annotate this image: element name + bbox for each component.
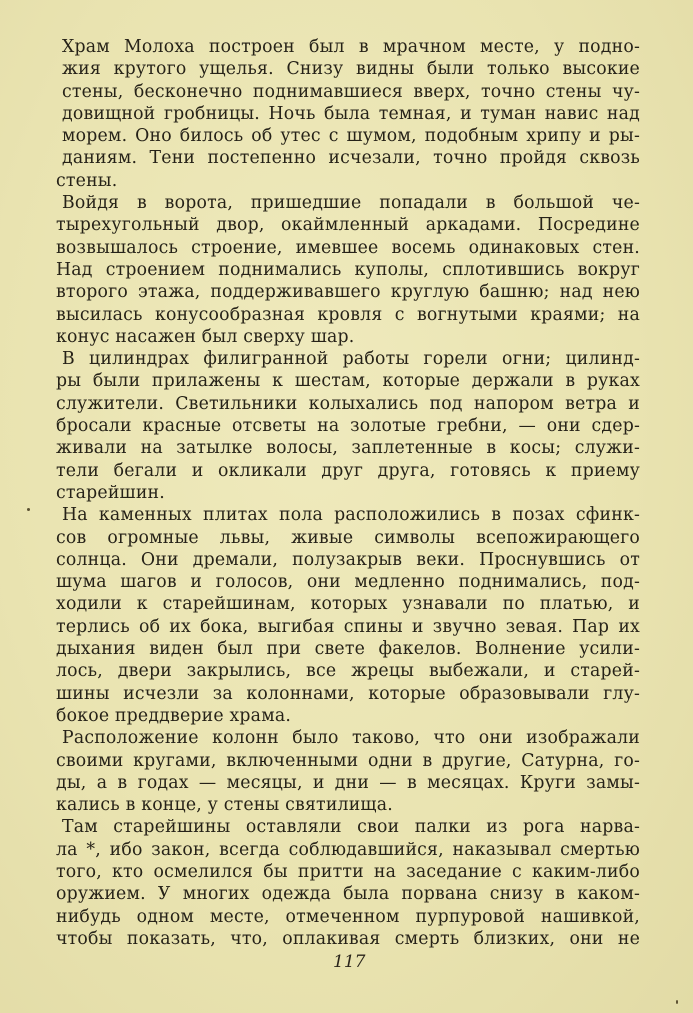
text-line: жия крутого ущелья. Снизу видны были только высокие	[62, 59, 640, 80]
text-line: солнца. Они дремали, полузакрыв веки. Проснувшись от	[56, 549, 640, 570]
text-line: живали на затылке волосы, заплетенные в косы; служи-	[56, 438, 640, 459]
page-number: 117	[333, 952, 366, 972]
text-line: В цилиндрах филигранной работы горели огни; цилинд-	[62, 349, 640, 370]
text-line: терлись об их бока, выгибая спины и звучно зевая. Пар их	[56, 616, 640, 637]
text-line: того, кто осмелился бы притти на заседание с каким-либо	[56, 861, 640, 882]
text-line: возвышалось строение, имевшее восемь одинаковых стен.	[56, 237, 640, 258]
text-line: Храм Молоха построен был в мрачном месте, у подно-	[62, 37, 640, 57]
paragraph	[56, 727, 640, 816]
text-line: тели бегали и окликали друг друга, готовясь к приему	[56, 460, 640, 481]
text-line: дыхания виден был при свете факелов. Волнение усили-	[56, 639, 640, 660]
text-line: довищной гробницы. Ночь была темная, и туман навис над	[62, 103, 640, 124]
text-line: Там старейшины оставляли свои палки из рога нарва-	[62, 817, 640, 838]
text-line: стены, бесконечно поднимавшиеся вверх, точно стены чу-	[62, 81, 640, 102]
text-line: нибудь одном месте, отмеченном пурпуровой нашивкой,	[56, 906, 640, 927]
text-line: старейшин.	[56, 482, 165, 503]
paragraph	[56, 348, 640, 504]
text-line: тырехугольный двор, окаймленный аркадами. Посредине	[56, 215, 640, 236]
text-line: шума шагов и голосов, они медленно поднимались, под-	[56, 572, 640, 593]
text-line: своими кругами, включенными одни в другие, Сатурна, го-	[56, 750, 640, 771]
text-line: Войдя в ворота, пришедшие попадали в большой че-	[62, 193, 640, 214]
text-line: второго этажа, поддерживавшего круглую башню; над нею	[56, 282, 640, 303]
text-line: чтобы показать, что, оплакивая смерть близких, они не	[56, 928, 640, 949]
text-line: морем. Оно билось об утес с шумом, подобным хрипу и ры-	[62, 126, 640, 147]
paragraph	[56, 192, 640, 348]
text-line: ды, а в годах — месяцы, и дни — в месяцах. Круги замы-	[56, 772, 640, 793]
text-line: даниям. Тени постепенно исчезали, точно пройдя сквозь	[62, 148, 640, 169]
scan-speck	[676, 1000, 678, 1004]
text-line: ла *, ибо закон, всегда соблюдавшийся, наказывал смертью	[56, 839, 640, 860]
text-line: Расположение колонн было таково, что они изображали	[62, 728, 640, 749]
text-line: На каменных плитах пола расположились в позах сфинк-	[62, 505, 640, 526]
paragraph	[56, 504, 640, 727]
text-line: бросали красные отсветы на золотые гребни, — они сдер-	[56, 416, 640, 437]
text-line: высилась конусообразная кровля с вогнутыми краями; на	[56, 304, 640, 325]
text-line: шины исчезли за колоннами, которые образовывали глу-	[56, 683, 640, 704]
text-line: служители. Светильники колыхались под напором ветра и	[56, 393, 640, 414]
paragraph	[56, 36, 640, 192]
paragraph	[56, 816, 640, 950]
text-line: сов огромные львы, живые символы всепожирающего	[56, 527, 640, 548]
text-line: лось, двери закрылись, все жрецы выбежали, и старей-	[56, 661, 640, 682]
text-line: конус насажен был сверху шар.	[56, 326, 355, 347]
page-body	[56, 36, 640, 950]
scan-speck	[27, 508, 30, 511]
text-line: стены.	[56, 170, 118, 191]
text-line: ходили к старейшинам, которых узнавали по платью, и	[56, 594, 640, 615]
text-line: оружием. У многих одежда была порвана снизу в каком-	[56, 884, 640, 905]
text-line: бокое преддверие храма.	[56, 705, 292, 726]
text-line: ры были прилажены к шестам, которые держали в руках	[56, 371, 640, 392]
text-line: Над строением поднимались куполы, сплотившись вокруг	[56, 259, 640, 280]
text-line: кались в конце, у стены святилища.	[56, 795, 393, 816]
